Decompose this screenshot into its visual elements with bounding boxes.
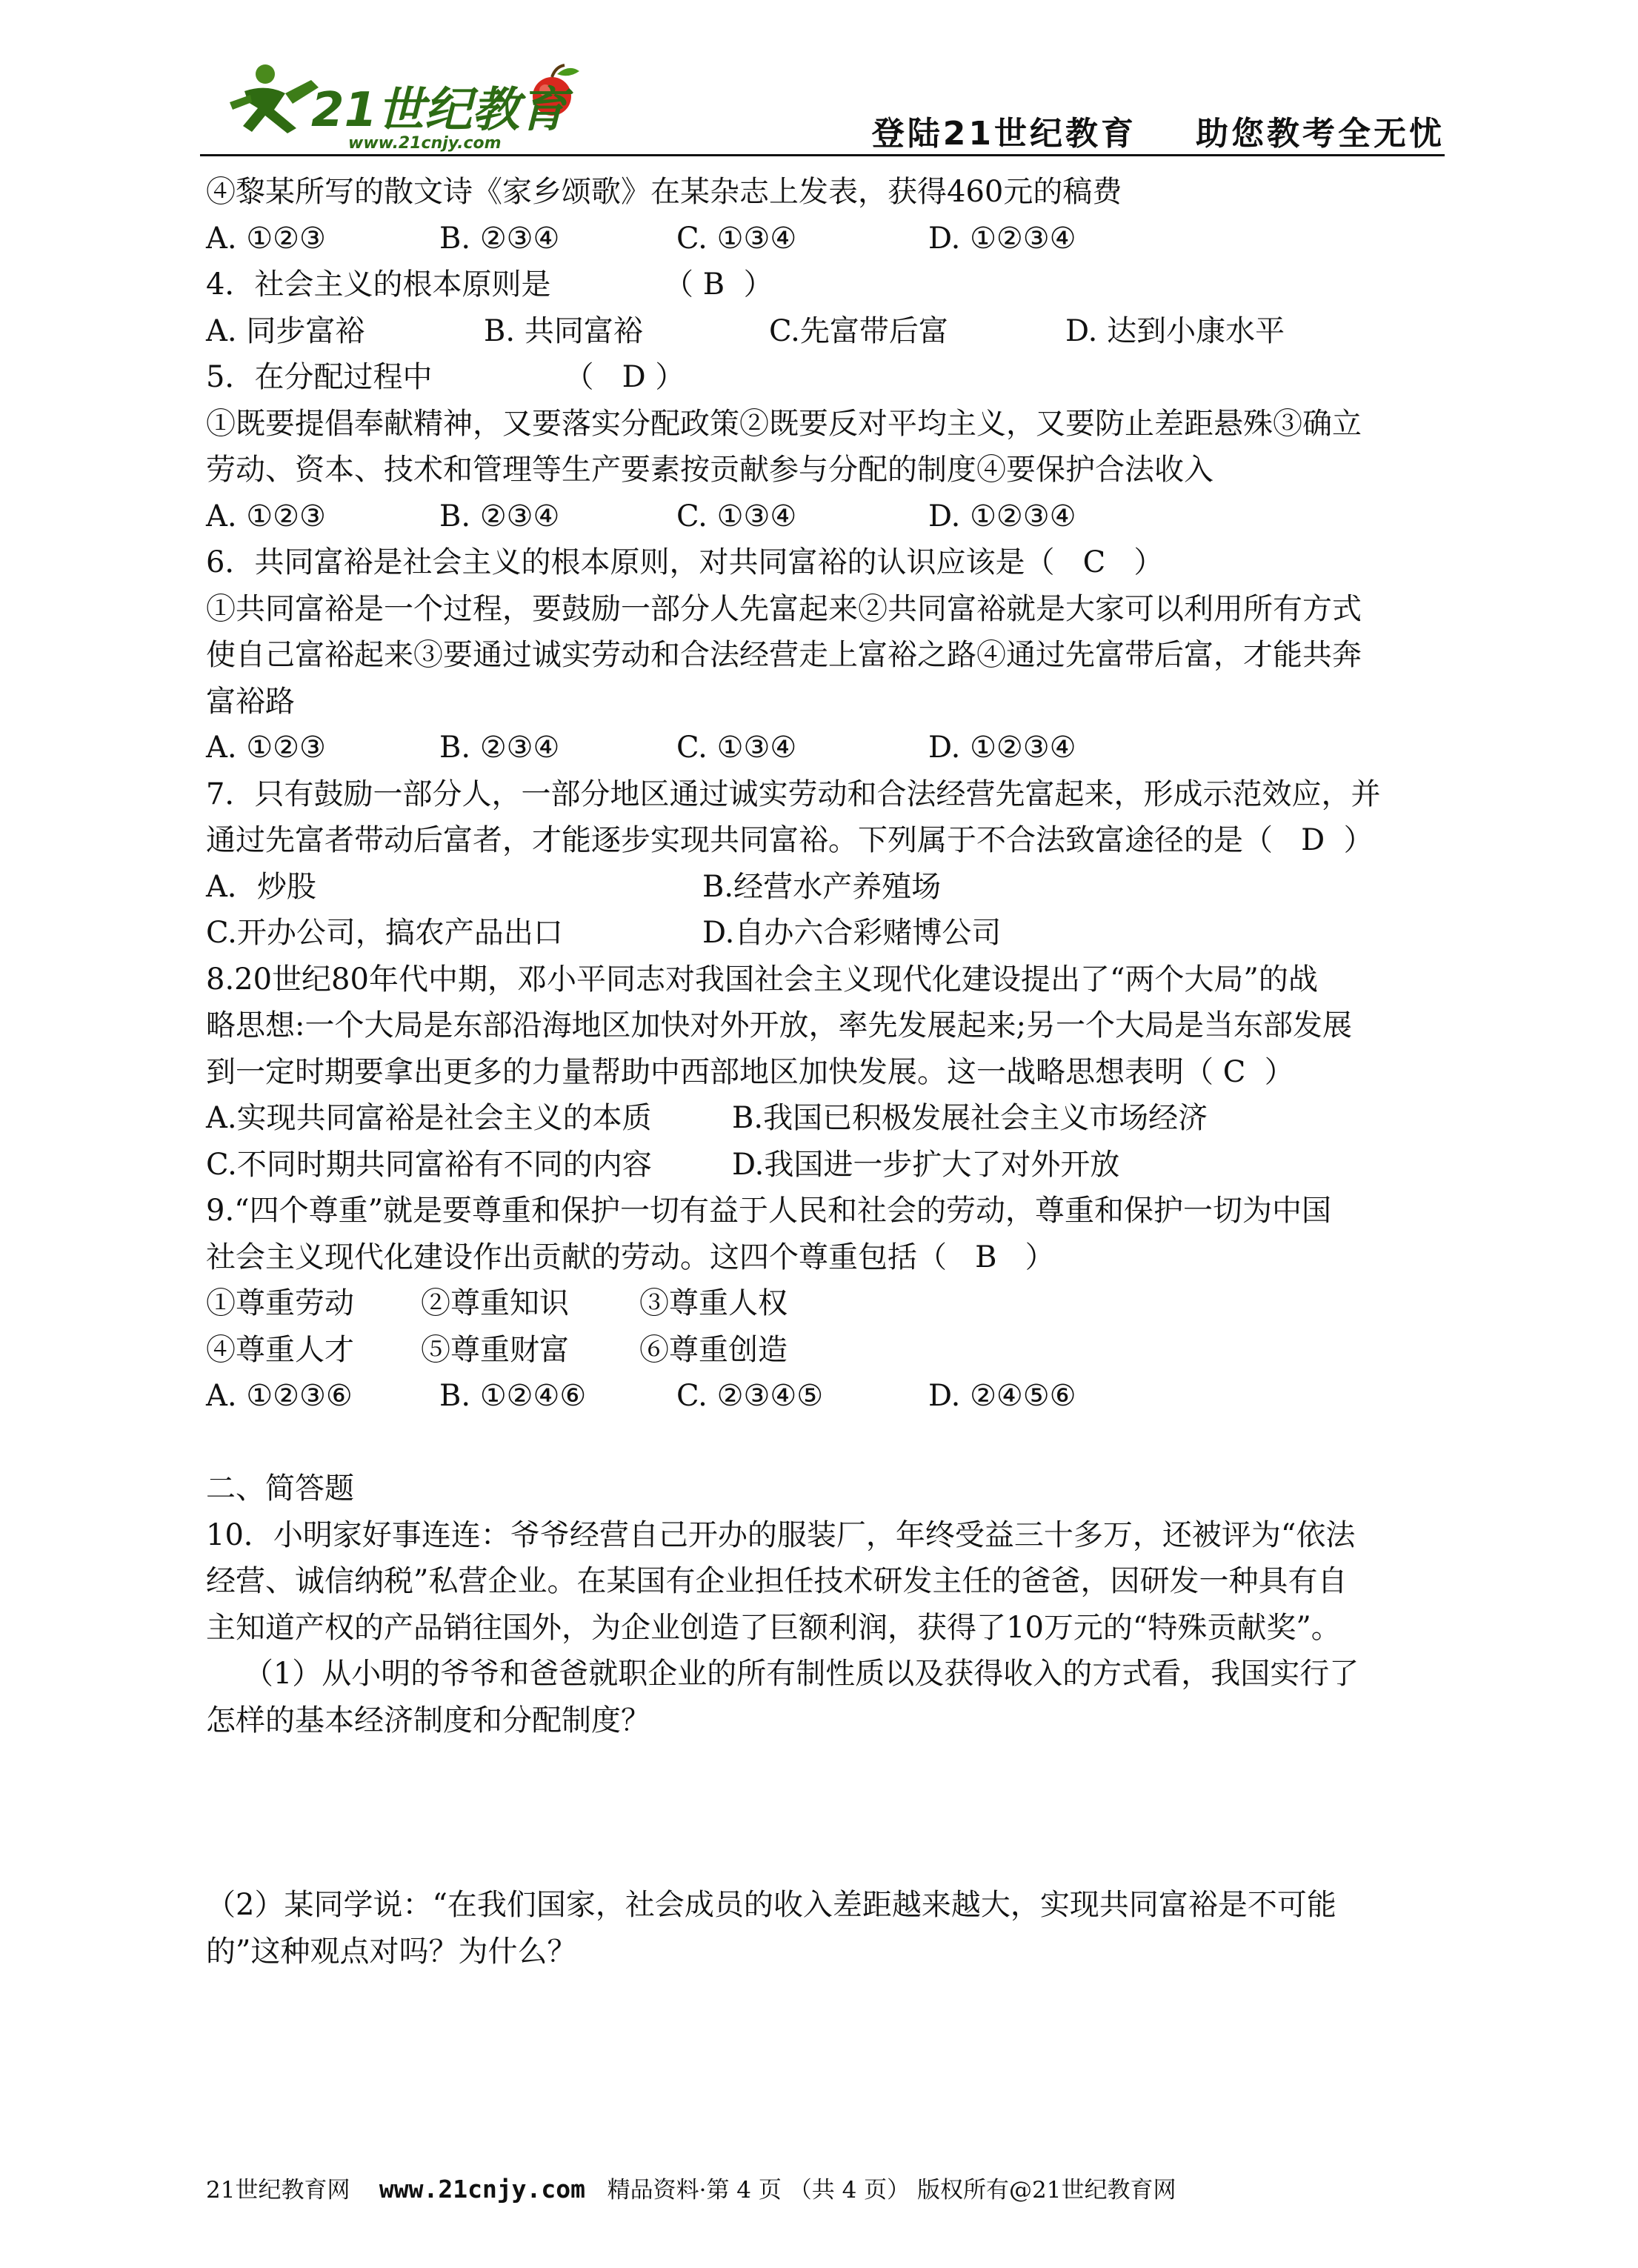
option-d: D. 达到小康水平 [1065, 313, 1285, 348]
item-1: ①尊重劳动 [206, 1286, 354, 1320]
option-b: B.经营水产养殖场 [702, 869, 942, 904]
item-4: ④尊重人才 [206, 1332, 354, 1367]
option-b: B. ②③④ [439, 221, 560, 256]
q10-1-line-2: 怎样的基本经济制度和分配制度？ [206, 1703, 650, 1737]
option-d: D. ①②③④ [928, 731, 1076, 765]
q9-line-1: 9.“四个尊重”就是要尊重和保护一切有益于人民和社会的劳动，尊重和保护一切为中国 [206, 1194, 1332, 1228]
spacer [206, 1420, 1443, 1466]
q8-line-2: 略思想:一个大局是东部沿海地区加快对外开放，率先发展起来;另一个大局是当东部发展 [206, 1008, 1352, 1042]
option-c: C.先富带后富 [769, 313, 948, 348]
q5-stem: 5．在分配过程中 （ D ） [206, 360, 685, 394]
option-a: A. ①②③ [206, 499, 326, 533]
header-slogan [872, 107, 1445, 154]
q6-line-3: 富裕路 [206, 684, 295, 719]
q9-items-row-2 [206, 1327, 1443, 1374]
option-c: C. ①③④ [676, 731, 797, 765]
option-d: D.自办六合彩赌博公司 [702, 916, 1002, 950]
q4-options [206, 308, 1443, 355]
option-d: D. ②④⑤⑥ [928, 1379, 1076, 1413]
slogan-right: 助您教考全无忧 [1196, 115, 1445, 153]
q8-options-row-2 [206, 1142, 1443, 1188]
item-5: ⑤尊重财富 [421, 1332, 569, 1367]
q9-items-row-1 [206, 1280, 1443, 1327]
option-d: D. ①②③④ [928, 499, 1076, 533]
q3-item-4: ④黎某所写的散文诗《家乡颂歌》在某杂志上发表，获得460元的稿费 [206, 175, 1122, 209]
q10-line-1: 10．小明家好事连连：爷爷经营自己开办的服装厂，年终受益三十多万，还被评为“依法 [206, 1517, 1356, 1552]
option-b: B. ②③④ [439, 499, 560, 533]
option-c: C.不同时期共同富裕有不同的内容 [206, 1147, 652, 1182]
q10-line-2: 经营、诚信纳税”私营企业。在某国有企业担任技术研发主任的爸爸，因研发一种具有自 [206, 1564, 1348, 1598]
option-a: A. ①②③ [206, 221, 326, 256]
q6-line-1: ①共同富裕是一个过程，要鼓励一部分人先富起来②共同富裕就是大家可以利用所有方式 [206, 591, 1362, 626]
item-2: ②尊重知识 [421, 1286, 569, 1320]
option-c: C. ①③④ [676, 499, 797, 533]
option-c: C.开办公司，搞农产品出口 [206, 916, 563, 950]
item-3: ③尊重人权 [639, 1286, 788, 1320]
q9-line-2: 社会主义现代化建设作出贡献的劳动。这四个尊重包括（ B ） [206, 1240, 1055, 1274]
option-d: D. ①②③④ [928, 221, 1076, 256]
q4-stem: 4．社会主义的根本原则是 （ B ） [206, 267, 773, 302]
q7-options-row-2 [206, 910, 1443, 957]
q10-1-line-1: （1）从小明的爷爷和爸爸就职企业的所有制性质以及获得收入的方式看，我国实行了 [206, 1657, 1359, 1691]
option-a: A. ①②③⑥ [206, 1379, 353, 1413]
footer-site: 21世纪教育网 [206, 2177, 350, 2204]
page-footer [206, 2171, 1176, 2204]
q6-options [206, 725, 1443, 771]
q7-options-row-1 [206, 864, 1443, 911]
q6-line-2: 使自己富裕起来③要通过诚实劳动和合法经营走上富裕之路④通过先富带后富，才能共奔 [206, 638, 1362, 672]
option-b: B. ①②④⑥ [439, 1379, 587, 1413]
option-b: B. ②③④ [439, 731, 560, 765]
q5-line-2: 劳动、资本、技术和管理等生产要素按贡献参与分配的制度④要保护合法收入 [206, 453, 1213, 487]
option-c: C. ②③④⑤ [676, 1379, 824, 1413]
q9-options [206, 1373, 1443, 1420]
option-b: B.我国已积极发展社会主义市场经济 [732, 1101, 1208, 1135]
option-a: A.实现共同富裕是社会主义的本质 [206, 1101, 652, 1135]
option-b: B. 共同富裕 [484, 313, 643, 348]
q5-line-1: ①既要提倡奉献精神，又要落实分配政策②既要反对平均主义，又要防止差距悬殊③确立 [206, 406, 1362, 441]
answer-space [206, 1743, 1443, 1882]
logo-url: www.21cnjy.com [348, 134, 502, 153]
q6-stem: 6．共同富裕是社会主义的根本原则，对共同富裕的认识应该是（ C ） [206, 545, 1164, 579]
option-c: C. ①③④ [676, 221, 797, 256]
document-body [206, 169, 1443, 1975]
q8-line-3: 到一定时期要拿出更多的力量帮助中西部地区加快发展。这一战略思想表明（ C ） [206, 1054, 1294, 1089]
q8-line-1: 8.20世纪80年代中期，邓小平同志对我国社会主义现代化建设提出了“两个大局”的战 [206, 962, 1318, 997]
q7-line-1: 7．只有鼓励一部分人，一部分地区通过诚实劳动和合法经营先富起来，形成示范效应，并 [206, 776, 1381, 811]
section-2-title: 二、简答题 [206, 1471, 354, 1506]
logo [215, 58, 778, 154]
q3-options [206, 216, 1443, 262]
slogan-left: 登陆21世纪教育 [871, 115, 1136, 153]
item-6: ⑥尊重创造 [639, 1332, 788, 1367]
footer-url: www.21cnjy.com [379, 2175, 586, 2204]
q8-options-row-1 [206, 1095, 1443, 1142]
header-divider [200, 154, 1445, 156]
option-a: A．炒股 [206, 869, 316, 904]
q7-line-2: 通过先富者带动后富者，才能逐步实现共同富裕。下列属于不合法致富途径的是（ D ） [206, 823, 1374, 857]
logo-text: 21世纪教育 [311, 83, 567, 138]
option-d: D.我国进一步扩大了对外开放 [732, 1147, 1120, 1182]
q10-line-3: 主知道产权的产品销往国外，为企业创造了巨额利润，获得了10万元的“特殊贡献奖”。 [206, 1610, 1341, 1645]
option-a: A. ①②③ [206, 731, 326, 765]
q10-2-line-2: 的”这种观点对吗？为什么？ [206, 1934, 577, 1969]
footer-info: 精品资料·第 4 页 （共 4 页） 版权所有@21世纪教育网 [607, 2177, 1176, 2204]
option-a: A. 同步富裕 [206, 313, 365, 348]
page-header [200, 58, 1445, 154]
q5-options [206, 493, 1443, 540]
q10-2-line-1: （2）某同学说：“在我们国家，社会成员的收入差距越来越大，实现共同富裕是不可能 [206, 1888, 1336, 1922]
runner-icon [230, 64, 319, 133]
